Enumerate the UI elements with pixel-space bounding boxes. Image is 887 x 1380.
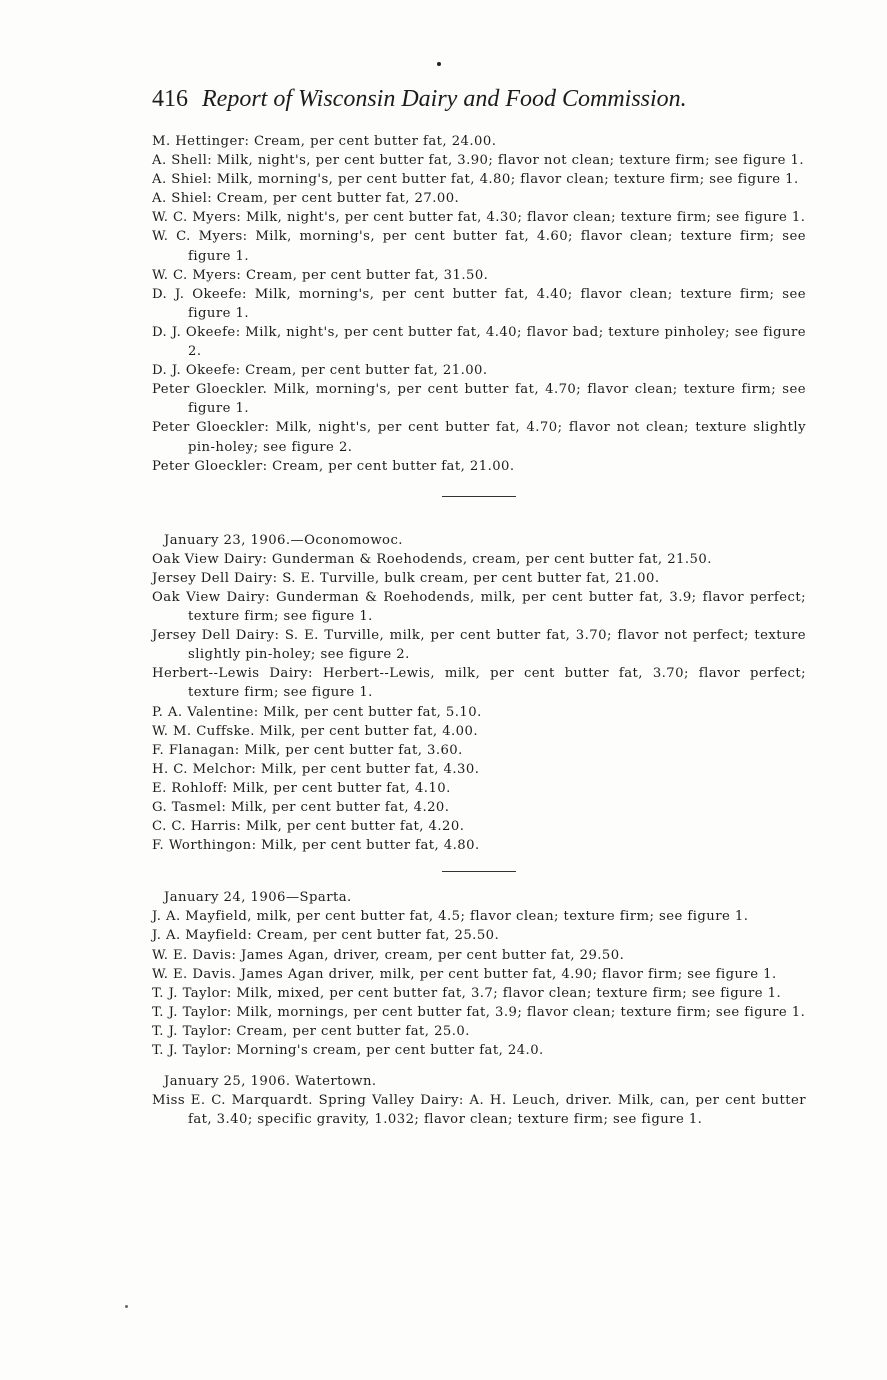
entry: E. Rohloff: Milk, per cent butter fat, 4.10. <box>152 780 451 796</box>
entry: Miss E. C. Marquardt. Spring Valley Dairy: A. H. Leuch, driver. Milk, can, per cent butter fat, 3.40; specific gravity, 1.032; flavor clean; texture firm; see figure 1. <box>152 1093 806 1128</box>
section-hettinger <box>152 132 806 476</box>
entry: F. Flanagan: Milk, per cent butter fat, 3.60. <box>152 742 463 758</box>
entry: A. Shell: Milk, night's, per cent butter fat, 3.90; flavor not clean; texture firm; see figure 1. <box>152 153 805 169</box>
entry: W. E. Davis: James Agan, driver, cream, per cent butter fat, 29.50. <box>152 947 625 963</box>
entry: W. C. Myers: Milk, morning's, per cent butter fat, 4.60; flavor clean; texture firm; see figure 1. <box>152 229 806 264</box>
entry: A. Shiel: Milk, morning's, per cent butter fat, 4.80; flavor clean; texture firm; see figure 1. <box>152 172 799 188</box>
entry: G. Tasmel: Milk, per cent butter fat, 4.20. <box>152 800 450 815</box>
spacer <box>152 1060 806 1072</box>
entry: Jersey Dell Dairy: S. E. Turville, milk, per cent butter fat, 3.70; flavor not perfect; texture slightly pin-holey; see figure 2. <box>152 628 806 663</box>
entry: J. A. Mayfield, milk, per cent butter fat, 4.5; flavor clean; texture firm; see figure 1. <box>152 909 749 925</box>
section-sparta <box>152 888 806 1060</box>
entry: T. J. Taylor: Cream, per cent butter fat, 25.0. <box>152 1023 470 1039</box>
entry: J. A. Mayfield: Cream, per cent butter fat, 25.50. <box>152 928 500 944</box>
entry: W. C. Myers: Milk, night's, per cent butter fat, 4.30; flavor clean; texture firm; see figure 1. <box>152 210 806 226</box>
entry: A. Shiel: Cream, per cent butter fat, 27.00. <box>152 191 460 207</box>
entry: P. A. Valentine: Milk, per cent butter fat, 5.10. <box>152 704 482 720</box>
entry: T. J. Taylor: Morning's cream, per cent butter fat, 24.0. <box>152 1043 544 1059</box>
date-heading: January 24, 1906—Sparta. <box>164 890 352 906</box>
entry: Peter Gloeckler: Milk, night's, per cent butter fat, 4.70; flavor not clean; texture slightly pin-holey; see figure 2. <box>152 420 806 455</box>
entry: Jersey Dell Dairy: S. E. Turville, bulk cream, per cent butter fat, 21.00. <box>152 570 660 586</box>
running-title: Report of Wisconsin Dairy and Food Commission. <box>202 86 687 112</box>
entry: F. Worthingon: Milk, per cent butter fat, 4.80. <box>152 838 480 854</box>
entry: W. E. Davis. James Agan driver, milk, per cent butter fat, 4.90; flavor firm; see figure 1. <box>152 966 777 982</box>
entry: D. J. Okeefe: Milk, morning's, per cent butter fat, 4.40; flavor clean; texture firm; see figure 1. <box>152 286 806 321</box>
ink-speck <box>437 62 441 66</box>
section-oconomowoc <box>152 531 806 856</box>
date-heading: January 25, 1906. Watertown. <box>164 1074 377 1090</box>
entry: D. J. Okeefe: Cream, per cent butter fat, 21.00. <box>152 363 488 379</box>
entry: W. M. Cuffske. Milk, per cent butter fat, 4.00. <box>152 723 479 739</box>
page-body <box>152 132 806 1129</box>
entry: M. Hettinger: Cream, per cent butter fat, 24.00. <box>152 134 497 149</box>
entry: C. C. Harris: Milk, per cent butter fat, 4.20. <box>152 819 465 835</box>
entry: Oak View Dairy: Gunderman & Roehodends, milk, per cent butter fat, 3.9; flavor perfect; texture firm; see figure 1. <box>152 589 806 625</box>
page-number: 416 <box>152 86 188 112</box>
entry: Peter Gloeckler: Cream, per cent butter fat, 21.00. <box>152 458 515 474</box>
entry: W. C. Myers: Cream, per cent butter fat, 31.50. <box>152 267 489 283</box>
section-divider <box>442 871 516 872</box>
entry: D. J. Okeefe: Milk, night's, per cent butter fat, 4.40; flavor bad; texture pinholey; see figure 2. <box>152 324 806 360</box>
page-header <box>152 84 812 114</box>
section-divider <box>442 496 516 497</box>
entry: Herbert--Lewis Dairy: Herbert--Lewis, milk, per cent butter fat, 3.70; flavor perfect; texture firm; see figure 1. <box>152 666 806 701</box>
entry: Peter Gloeckler. Milk, morning's, per cent butter fat, 4.70; flavor clean; texture firm; see figure 1. <box>152 382 806 417</box>
entry: T. J. Taylor: Milk, mixed, per cent butter fat, 3.7; flavor clean; texture firm; see figure 1. <box>152 985 782 1001</box>
entry: T. J. Taylor: Milk, mornings, per cent butter fat, 3.9; flavor clean; texture firm; see figure 1. <box>152 1004 806 1020</box>
entry: Oak View Dairy: Gunderman & Roehodends, cream, per cent butter fat, 21.50. <box>152 551 712 567</box>
date-heading: January 23, 1906.—Oconomowoc. <box>164 532 403 548</box>
entry: H. C. Melchor: Milk, per cent butter fat, 4.30. <box>152 761 480 777</box>
section-watertown <box>152 1072 806 1129</box>
ink-speck <box>125 1305 128 1308</box>
